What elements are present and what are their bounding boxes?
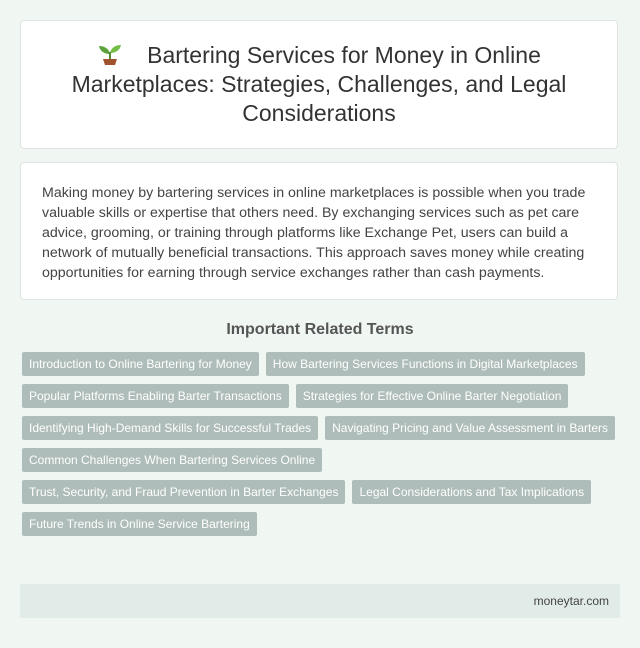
related-term-tag[interactable]: How Bartering Services Functions in Digital Marketplaces	[266, 352, 585, 376]
related-term-tag[interactable]: Legal Considerations and Tax Implications	[352, 480, 591, 504]
intro-card	[20, 162, 618, 300]
footer	[20, 584, 620, 618]
related-term-tag[interactable]: Strategies for Effective Online Barter Negotiation	[296, 384, 569, 408]
sprout-icon	[97, 43, 123, 65]
related-term-tag[interactable]: Common Challenges When Bartering Services Online	[22, 448, 322, 472]
related-term-tag[interactable]: Identifying High-Demand Skills for Successful Trades	[22, 416, 318, 440]
footer-site-name: moneytar.com	[533, 594, 609, 608]
intro-paragraph: Making money by bartering services in online marketplaces is possible when you trade valuable skills or expertise that others need. By exchanging services such as pet care advice, grooming, or training through platforms like Exchange Pet, users can build a network of mutually beneficial transactions. This approach saves money while creating opportunities for earning through service exchanges rather than cash payments.	[42, 185, 586, 281]
related-term-tag[interactable]: Navigating Pricing and Value Assessment in Barters	[325, 416, 615, 440]
related-term-tag[interactable]: Future Trends in Online Service Bartering	[22, 512, 257, 536]
related-terms-list	[22, 352, 622, 536]
title-card	[20, 20, 618, 149]
related-terms-heading: Important Related Terms	[226, 321, 414, 338]
page-title-text: Bartering Services for Money in Online Marketplaces: Strategies, Challenges, and Legal Considerations	[71, 42, 567, 126]
related-term-tag[interactable]: Introduction to Online Bartering for Money	[22, 352, 259, 376]
related-term-tag[interactable]: Trust, Security, and Fraud Prevention in Barter Exchanges	[22, 480, 345, 504]
related-term-tag[interactable]: Popular Platforms Enabling Barter Transactions	[22, 384, 289, 408]
page-title	[21, 41, 617, 128]
